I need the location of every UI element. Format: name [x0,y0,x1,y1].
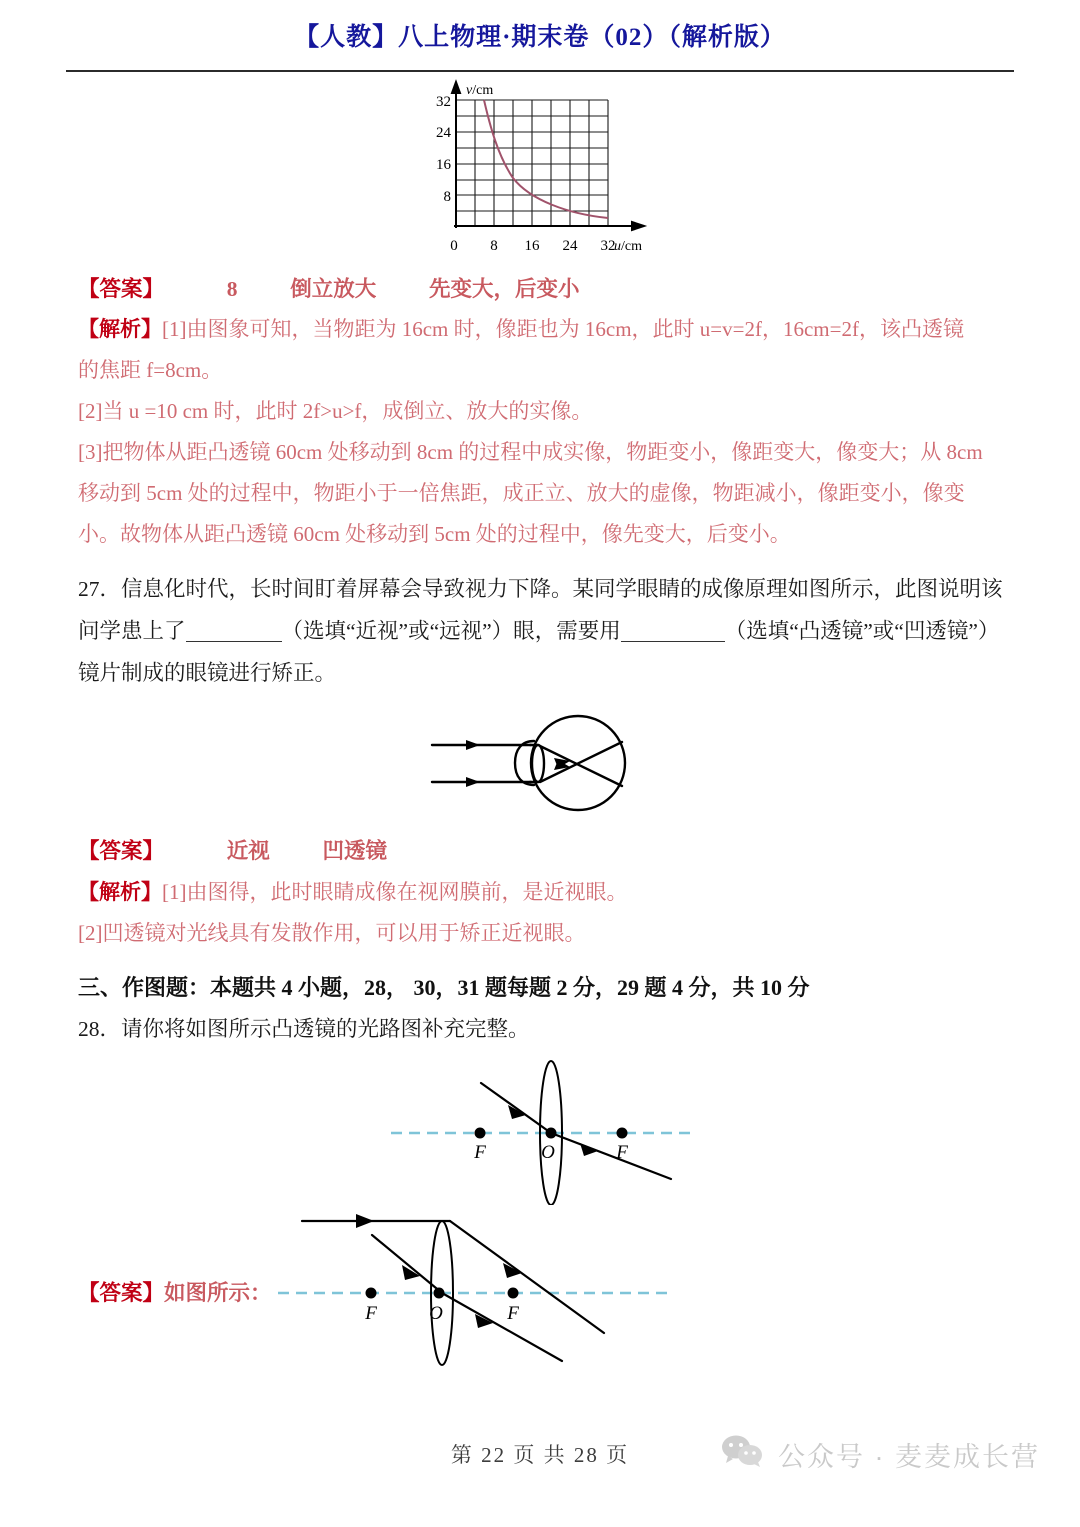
x-tick-labels [450,238,615,254]
refracted-ray-center [442,1293,562,1361]
answer-tag: 【答案】 [78,276,165,301]
q27-explain-line-2: [2]凹透镜对光线具有发散作用，可以用于矫正近视眼。 [78,920,586,945]
figure-uv-graph [78,78,1008,263]
q28-answer-label [78,1273,272,1314]
parallel-ray-arrowhead [356,1214,374,1228]
q27-number: 27． [78,576,122,601]
optical-center-dot [434,1288,445,1299]
focus-left-dot [366,1288,377,1299]
svg-text:24: 24 [436,124,451,141]
q27-explain-text-1: [1]由图得，此时眼睛成像在视网膜前，是近视眼。 [162,879,628,904]
q27-stem-text-2c: （选填“凸透镜”或“凹透镜”） [724,618,1000,643]
q26-explain-line-4: [3]把物体从距凸透镜 60cm 处移动到 8cm 的过程中成实像，物距变小，像距变大，像变大；从 8cm [78,440,983,465]
section-heading-3: 三、作图题：本题共 4 小题，28， 30，31 题每题 2 分，29 题 4 分，共 10 分 [78,975,810,1001]
focus-left-label: F [474,1142,486,1164]
x-axis-label: u/cm [614,238,642,254]
q27-stem-text-2a: 问学患上了 [78,618,186,643]
focus-right-dot [617,1128,628,1139]
q26-answer-line [78,269,1008,310]
q27-stem-line-1 [78,569,1008,611]
page-content [0,78,1080,1379]
optical-center-dot [546,1128,557,1139]
svg-text:8: 8 [490,237,498,254]
svg-text:16: 16 [436,156,451,173]
refracted-ray [551,1133,671,1179]
q27-stem-line-2 [78,611,1008,653]
refracted-ray-bottom [540,742,622,782]
ray-through-focus [450,1221,604,1333]
figure-lens-answer-wrapper [78,1213,1008,1378]
q28-stem-text: 请你将如图所示凸透镜的光路图补充完整。 [121,1017,530,1042]
watermark [720,1435,1040,1474]
explain-tag: 【解析】 [78,879,162,904]
q27-answer-1: 近视 [226,838,270,863]
q27-stem-text-1: 信息化时代，长时间盯着屏幕会导致视力下降。某同学眼睛的成像原理如图所示，此图说明该 [121,576,1003,601]
eye-diagram-svg [418,705,668,823]
answer-tag: 【答案】 [78,1281,165,1306]
figure-eye-diagram [78,705,1008,823]
svg-text:32: 32 [436,93,451,110]
y-axis-label: v/cm [466,82,494,98]
page-title: 【人教】八上物理·期末卷（02）（解析版） [294,24,786,51]
q26-explain-line-6: 小。故物体从距凸透镜 60cm 处移动到 5cm 处的过程中，像先变大，后变小。 [78,522,791,547]
q27-blank-2[interactable] [621,619,725,642]
q26-explain-line-3: [2]当 u =10 cm 时，此时 2f>u>f，成倒立、放大的实像。 [78,399,593,424]
focus-left-dot [475,1128,486,1139]
q26-explain-line-2: 的焦距 f=8cm。 [78,358,223,383]
refracted-ray-top [540,746,622,786]
lens-problem-svg [383,1055,703,1205]
q26-answer-1: 8 [226,276,238,301]
wechat-icon [720,1435,766,1474]
focus-right-dot [508,1288,519,1299]
q26-explain-text-1: [1]由图象可知，当物距为 16cm 时，像距也为 16cm，此时 u=v=2f，16cm=2f，该凸透镜 [162,317,964,342]
q27-stem-text-2b: （选填“近视”或“远视”）眼，需要用 [281,618,621,643]
focus-right-label: F [507,1303,519,1325]
explain-tag: 【解析】 [78,317,162,342]
q26-explain-line-1 [78,309,1008,350]
q27-answer-line [78,831,1008,872]
svg-text:16: 16 [524,237,540,254]
page-footer [0,1439,1080,1499]
lens-answer-svg [274,1213,694,1378]
optical-center-label: O [541,1142,555,1164]
y-tick-labels [436,94,452,205]
focus-left-label: F [365,1303,377,1325]
ray-arrowheads [466,740,570,787]
svg-text:24: 24 [562,237,578,254]
q28-answer-text: 如图所示： [164,1281,272,1306]
page-number: 第 22 页 共 28 页 [450,1443,630,1467]
optical-center-label: O [429,1303,443,1325]
watermark-text: 公众号 · 麦麦成长营 [778,1442,1040,1472]
focus-right-label: F [616,1142,628,1164]
q27-explain-line-1 [78,872,1008,913]
svg-text:8: 8 [443,188,451,205]
answer-tag: 【答案】 [78,838,165,863]
eye-lens [532,745,544,782]
q27-answer-2: 凹透镜 [322,838,388,863]
q26-answer-2: 倒立放大 [290,276,377,301]
figure-lens-problem [78,1055,1008,1205]
svg-text:32: 32 [600,237,616,254]
uv-graph-svg [418,78,668,263]
q26-answer-3: 先变大，后变小 [429,276,580,301]
q28-number: 28． [78,1017,122,1042]
header-divider [66,70,1014,72]
q28-stem-line [78,1009,1008,1051]
q27-blank-1[interactable] [186,619,282,642]
svg-text:0: 0 [450,237,458,254]
q26-explain-line-5: 移动到 5cm 处的过程中，物距小于一倍焦距，成正立、放大的虚像，物距减小，像距变小，像变 [78,481,965,506]
q27-stem-line-3: 镜片制成的眼镜进行矫正。 [78,660,337,685]
